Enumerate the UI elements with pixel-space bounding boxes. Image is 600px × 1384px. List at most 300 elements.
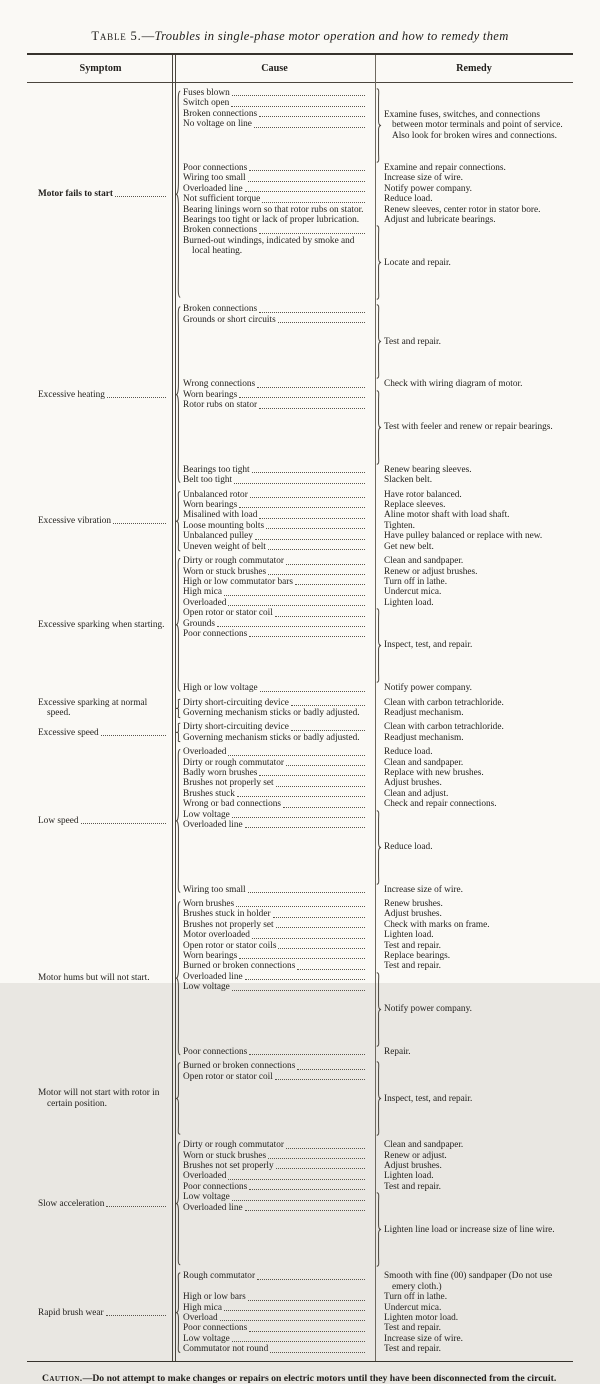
table-row-group xyxy=(27,1140,573,1267)
leader-dots xyxy=(224,595,365,596)
cause-text: Switch open xyxy=(183,98,230,109)
leader-dots xyxy=(268,549,365,550)
cause-list xyxy=(183,490,369,500)
cause-remedy-row xyxy=(183,1140,573,1150)
cause-remedy-row xyxy=(183,163,573,173)
symptom-line xyxy=(38,816,167,826)
remedy-text: Check and repair connections. xyxy=(384,799,497,810)
remedy-cell xyxy=(369,173,573,183)
leader-dots xyxy=(245,979,365,980)
cause-text: Bearings too tight or lack of proper lubrication. xyxy=(183,215,360,226)
cause-remedy-row xyxy=(183,500,573,510)
cause-line xyxy=(183,1292,366,1302)
symptom-cell xyxy=(27,490,172,552)
leader-dots xyxy=(276,1168,365,1169)
leader-dots xyxy=(231,106,365,107)
leader-dots xyxy=(257,1279,365,1280)
leader-dots xyxy=(232,1341,365,1342)
remedy-cell xyxy=(369,225,573,300)
cause-text: Poor connections xyxy=(183,628,248,639)
cause-text: Overloaded xyxy=(183,597,227,608)
cause-line xyxy=(183,941,366,951)
remedy-text: Undercut mica. xyxy=(384,1302,442,1313)
cause-remedy-row xyxy=(183,885,573,895)
cause-remedy-row xyxy=(183,1061,573,1136)
symptom-line xyxy=(38,1199,167,1209)
leader-dots xyxy=(220,1320,365,1321)
cause-line xyxy=(183,733,366,743)
remedy-text: Lighten load. xyxy=(384,1171,434,1182)
symptom-text-wrap xyxy=(38,189,167,199)
remedy-cell xyxy=(369,733,573,743)
cause-text: Worn bearings xyxy=(183,500,238,511)
cause-line xyxy=(183,379,366,389)
cause-text: Brushes stuck in holder xyxy=(183,909,271,920)
leader-dots xyxy=(259,408,365,409)
leader-dots xyxy=(236,906,365,907)
cause-list xyxy=(183,304,369,379)
symptom-line xyxy=(38,1308,167,1318)
remedy-text: Check with marks on frame. xyxy=(384,919,490,930)
cause-list xyxy=(183,587,369,597)
cause-text: Overloaded line xyxy=(183,820,243,830)
cause-text: Overload xyxy=(183,1312,218,1323)
remedy-cell xyxy=(369,1161,573,1171)
leader-dots xyxy=(278,322,365,323)
leader-dots xyxy=(232,1200,365,1201)
remedy-cell xyxy=(369,810,573,885)
symptom-text-wrap xyxy=(38,1088,167,1109)
cause-remedy-row xyxy=(183,1192,573,1267)
remedy-text: Clean with carbon tetrachloride. xyxy=(384,722,504,733)
cause-remedy-row xyxy=(183,567,573,577)
cause-list xyxy=(183,951,369,961)
leader-dots xyxy=(259,116,365,117)
cause-text: Badly worn brushes xyxy=(183,767,258,778)
remedy-text: Test with feeler and renew or repair bearings. xyxy=(384,422,553,433)
leader-dots xyxy=(252,938,365,939)
remedy-cell xyxy=(369,899,573,909)
symptom-line xyxy=(38,973,167,983)
remedy-text: Locate and repair. xyxy=(384,257,451,268)
remedy-cell xyxy=(369,556,573,566)
remedy-text: Test and repair. xyxy=(384,1344,441,1355)
leader-dots xyxy=(81,823,166,824)
cause-text: High mica xyxy=(183,587,222,598)
table-title-text: Troubles in single-phase motor operation and how to remedy them xyxy=(154,29,509,43)
cause-list xyxy=(183,567,369,577)
remedy-cell xyxy=(369,747,573,757)
cause-remedy-row xyxy=(183,1151,573,1161)
cause-text: Poor connections xyxy=(183,1181,248,1192)
remedy-text: Clean with carbon tetrachloride. xyxy=(384,697,504,708)
cause-remedy-row xyxy=(183,768,573,778)
cause-line xyxy=(183,778,366,788)
cause-remedy-row xyxy=(183,708,573,718)
cause-list xyxy=(183,708,369,718)
remedy-cell xyxy=(369,698,573,708)
symptom-line xyxy=(38,728,167,738)
remedy-cell xyxy=(369,1313,573,1323)
cause-remedy-cell xyxy=(172,1140,573,1267)
cause-line xyxy=(183,556,366,566)
remedy-cell xyxy=(369,758,573,768)
cause-line xyxy=(183,475,366,485)
cause-text: High or low commutator bars xyxy=(183,576,293,587)
remedy-text: Increase size of wire. xyxy=(384,884,463,895)
symptom-label: Excessive sparking at normal speed. xyxy=(38,697,148,718)
cause-text: Commutator not round xyxy=(183,1344,269,1355)
cause-text: Low voltage xyxy=(183,1333,230,1344)
table-row-group xyxy=(27,1271,573,1354)
cause-text: Worn or stuck brushes xyxy=(183,566,267,577)
trouble-table xyxy=(27,53,573,1362)
remedy-text: Reduce load. xyxy=(384,194,433,205)
leader-dots xyxy=(273,917,365,918)
cause-list xyxy=(183,1192,369,1267)
cause-text: Wiring too small xyxy=(183,173,246,184)
cause-list xyxy=(183,1182,369,1192)
cause-remedy-row xyxy=(183,941,573,951)
leader-dots xyxy=(283,807,365,808)
cause-list xyxy=(183,379,369,389)
remedy-cell xyxy=(369,799,573,809)
cause-text: Wrong or bad connections xyxy=(183,799,281,810)
cause-line xyxy=(183,1047,366,1057)
remedy-text: Examine and repair connections. xyxy=(384,163,506,173)
shared-remedy-brace-icon xyxy=(376,608,382,683)
shared-remedy-brace-icon xyxy=(376,88,382,163)
remedy-cell xyxy=(369,521,573,531)
cause-remedy-row xyxy=(183,799,573,809)
table-title xyxy=(0,0,600,44)
cause-line xyxy=(183,608,366,618)
remedy-cell xyxy=(369,577,573,587)
cause-remedy-row xyxy=(183,972,573,1047)
leader-dots xyxy=(249,1189,365,1190)
cause-line xyxy=(183,810,366,820)
cause-line xyxy=(183,722,366,732)
cause-list xyxy=(183,722,369,732)
cause-remedy-row xyxy=(183,475,573,485)
cause-line xyxy=(183,629,366,639)
cause-list xyxy=(183,465,369,475)
leader-dots xyxy=(115,196,166,197)
leader-dots xyxy=(268,574,365,575)
leader-dots xyxy=(259,233,365,234)
cause-text: Grounds xyxy=(183,618,216,629)
remedy-cell xyxy=(369,789,573,799)
cause-line xyxy=(183,598,366,608)
remedy-text: Replace sleeves. xyxy=(384,500,446,511)
symptom-cell xyxy=(27,88,172,300)
cause-remedy-row xyxy=(183,304,573,379)
leader-dots xyxy=(228,1179,365,1180)
cause-remedy-row xyxy=(183,810,573,885)
cause-text: Dirty or rough commutator xyxy=(183,757,284,768)
cause-text: Grounds or short circuits xyxy=(183,314,276,325)
column-header-remedy: Remedy xyxy=(456,63,492,74)
cause-line xyxy=(183,465,366,475)
cause-list xyxy=(183,799,369,809)
table-row-group xyxy=(27,556,573,693)
cause-line xyxy=(183,1182,366,1192)
symptom-line xyxy=(38,698,167,719)
cause-line xyxy=(183,304,366,314)
cause-text: High or low voltage xyxy=(183,683,258,694)
symptom-cell xyxy=(27,304,172,485)
cause-text: Broken connections xyxy=(183,225,258,236)
table-title-dash: — xyxy=(141,29,155,43)
cause-remedy-row xyxy=(183,778,573,788)
cause-list xyxy=(183,556,369,566)
symptom-text-wrap xyxy=(38,516,167,526)
remedy-cell xyxy=(369,909,573,919)
symptom-cell xyxy=(27,899,172,1057)
cause-remedy-row xyxy=(183,961,573,971)
cause-line xyxy=(183,521,366,531)
cause-line xyxy=(183,390,366,400)
leader-dots xyxy=(286,1148,365,1149)
cause-remedy-row xyxy=(183,930,573,940)
cause-remedy-row xyxy=(183,608,573,683)
cause-line xyxy=(183,1061,366,1071)
cause-list xyxy=(183,1344,369,1354)
leader-dots xyxy=(259,312,365,313)
cause-remedy-cell xyxy=(172,556,573,693)
cause-line xyxy=(183,1072,366,1082)
caution-label: Caution. xyxy=(42,1372,83,1384)
symptom-label: Excessive sparking when starting. xyxy=(38,619,165,630)
leader-dots xyxy=(255,539,365,540)
cause-line xyxy=(183,1334,366,1344)
cause-list xyxy=(183,1151,369,1161)
cause-text: Fuses blown xyxy=(183,88,230,98)
cause-text: Worn or stuck brushes xyxy=(183,1150,267,1161)
leader-dots xyxy=(239,397,365,398)
cause-remedy-row xyxy=(183,598,573,608)
remedy-cell xyxy=(369,1061,573,1136)
leader-dots xyxy=(239,507,365,508)
remedy-cell xyxy=(369,1182,573,1192)
cause-text: Bearing linings worn so that rotor rubs on stator. xyxy=(183,204,364,215)
cause-list xyxy=(183,899,369,909)
cause-text: Poor connections xyxy=(183,1323,248,1334)
cause-list xyxy=(183,88,369,163)
leader-dots xyxy=(297,969,365,970)
leader-dots xyxy=(107,397,166,398)
remedy-cell xyxy=(369,215,573,225)
cause-list xyxy=(183,789,369,799)
remedy-cell xyxy=(369,567,573,577)
cause-text: Dirty short-circuiting device xyxy=(183,722,289,733)
caution-note xyxy=(27,1373,573,1384)
remedy-cell xyxy=(369,510,573,520)
remedy-text: Adjust and lubricate bearings. xyxy=(384,215,496,226)
caution-text: —Do not attempt to make changes or repairs on electric motors until they have been disconnected from the circuit. xyxy=(82,1372,557,1384)
cause-remedy-row xyxy=(183,899,573,909)
symptom-cell xyxy=(27,1271,172,1354)
cause-list xyxy=(183,475,369,485)
cause-list xyxy=(183,1313,369,1323)
remedy-text: Readjust mechanism. xyxy=(384,732,464,743)
cause-list xyxy=(183,510,369,520)
cause-remedy-cell xyxy=(172,304,573,485)
cause-list xyxy=(183,500,369,510)
remedy-text: Adjust brushes. xyxy=(384,778,442,789)
cause-list xyxy=(183,920,369,930)
remedy-cell xyxy=(369,531,573,541)
cause-list xyxy=(183,215,369,225)
cause-remedy-row xyxy=(183,722,573,732)
cause-text: Overloaded line xyxy=(183,971,243,982)
remedy-cell xyxy=(369,1344,573,1354)
cause-line xyxy=(183,1151,366,1161)
cause-remedy-cell xyxy=(172,899,573,1057)
remedy-text: Renew sleeves, center rotor in stator bore. xyxy=(384,204,541,215)
cause-remedy-row xyxy=(183,1182,573,1192)
table-row-group xyxy=(27,722,573,743)
cause-text: Broken connections xyxy=(183,304,258,315)
remedy-cell xyxy=(369,1271,573,1292)
remedy-text: Have rotor balanced. xyxy=(384,489,462,500)
remedy-text: Lighten load. xyxy=(384,930,434,941)
symptom-text-wrap xyxy=(38,973,167,983)
cause-text: Brushes stuck xyxy=(183,788,235,799)
cause-remedy-row xyxy=(183,556,573,566)
cause-remedy-row xyxy=(183,390,573,465)
cause-line xyxy=(183,961,366,971)
remedy-cell xyxy=(369,920,573,930)
cause-text: Worn bearings xyxy=(183,389,238,400)
cause-list xyxy=(183,941,369,951)
leader-dots xyxy=(234,483,365,484)
remedy-cell xyxy=(369,768,573,778)
cause-text: Burned-out windings, indicated by smoke and local heating. xyxy=(183,235,355,257)
cause-line xyxy=(183,225,366,235)
leader-dots xyxy=(259,775,365,776)
remedy-text: Clean and sandpaper. xyxy=(384,1140,464,1151)
remedy-text: Test and repair. xyxy=(384,1181,441,1192)
cause-remedy-row xyxy=(183,1303,573,1313)
table-row-group xyxy=(27,899,573,1057)
remedy-text: Clean and adjust. xyxy=(384,788,449,799)
leader-dots xyxy=(232,95,365,96)
cause-remedy-row xyxy=(183,683,573,693)
symptom-cell xyxy=(27,722,172,743)
shared-remedy-brace-icon xyxy=(376,390,382,465)
cause-list xyxy=(183,577,369,587)
symptom-text-wrap xyxy=(38,1308,167,1318)
cause-list xyxy=(183,768,369,778)
leader-dots xyxy=(257,387,365,388)
remedy-text: Reduce load. xyxy=(384,841,433,852)
leader-dots xyxy=(270,1352,365,1353)
cause-remedy-cell xyxy=(172,722,573,743)
cause-remedy-row xyxy=(183,1161,573,1171)
symptom-label: Slow acceleration xyxy=(38,1198,105,1209)
cause-text: High or low bars xyxy=(183,1292,246,1303)
cause-text: Overloaded line xyxy=(183,183,243,194)
cause-text: Dirty short-circuiting device xyxy=(183,697,289,708)
symptom-label: Rapid brush wear xyxy=(38,1307,104,1318)
cause-remedy-cell xyxy=(172,1061,573,1136)
leader-dots xyxy=(252,472,365,473)
cause-remedy-row xyxy=(183,521,573,531)
cause-text: Overloaded xyxy=(183,747,227,758)
cause-list xyxy=(183,531,369,541)
leader-dots xyxy=(276,786,365,787)
cause-text: Brushes not set properly xyxy=(183,1161,274,1172)
symptom-label: Motor hums but will not start. xyxy=(38,972,150,983)
remedy-text: Inspect, test, and repair. xyxy=(384,1093,473,1104)
remedy-text: Renew brushes. xyxy=(384,899,443,909)
cause-line xyxy=(183,215,366,225)
leader-dots xyxy=(291,730,365,731)
leader-dots xyxy=(278,948,365,949)
cause-list xyxy=(183,1292,369,1302)
leader-dots xyxy=(245,827,365,828)
symptom-text-wrap xyxy=(38,390,167,400)
cause-line xyxy=(183,542,366,552)
cause-remedy-row xyxy=(183,577,573,587)
cause-text: Governing mechanism sticks or badly adjusted. xyxy=(183,732,360,743)
cause-remedy-cell xyxy=(172,88,573,300)
remedy-text: Renew or adjust. xyxy=(384,1150,447,1161)
cause-list xyxy=(183,205,369,215)
cause-remedy-row xyxy=(183,1334,573,1344)
remedy-text: Test and repair. xyxy=(384,1323,441,1334)
table-row-group xyxy=(27,747,573,895)
leader-dots xyxy=(260,691,365,692)
cause-line xyxy=(183,587,366,597)
cause-line xyxy=(183,747,366,757)
cause-remedy-row xyxy=(183,194,573,204)
cause-line xyxy=(183,619,366,629)
leader-dots xyxy=(275,616,365,617)
cause-text: Poor connections xyxy=(183,163,248,173)
cause-line xyxy=(183,490,366,500)
remedy-cell xyxy=(369,1192,573,1267)
cause-line xyxy=(183,236,366,257)
cause-remedy-row xyxy=(183,510,573,520)
cause-list xyxy=(183,1171,369,1181)
cause-text: Unbalanced pulley xyxy=(183,531,253,542)
cause-remedy-row xyxy=(183,920,573,930)
remedy-cell xyxy=(369,598,573,608)
leader-dots xyxy=(232,817,365,818)
cause-list xyxy=(183,194,369,204)
cause-list xyxy=(183,683,369,693)
leader-dots xyxy=(297,1069,365,1070)
table-header-row xyxy=(27,55,573,83)
symptom-label: Motor will not start with rotor in certain position. xyxy=(38,1088,160,1109)
remedy-cell xyxy=(369,194,573,204)
cause-line xyxy=(183,708,366,718)
leader-dots xyxy=(217,626,365,627)
remedy-cell xyxy=(369,972,573,1047)
symptom-cell xyxy=(27,698,172,719)
shared-remedy-brace-icon xyxy=(376,972,382,1047)
symptom-cell xyxy=(27,1140,172,1267)
cause-list xyxy=(183,778,369,788)
cause-line xyxy=(183,1271,366,1281)
leader-dots xyxy=(249,1054,365,1055)
column-header-cause: Cause xyxy=(261,63,288,74)
table-row-group xyxy=(27,88,573,300)
cause-list xyxy=(183,608,369,683)
cause-remedy-row xyxy=(183,789,573,799)
